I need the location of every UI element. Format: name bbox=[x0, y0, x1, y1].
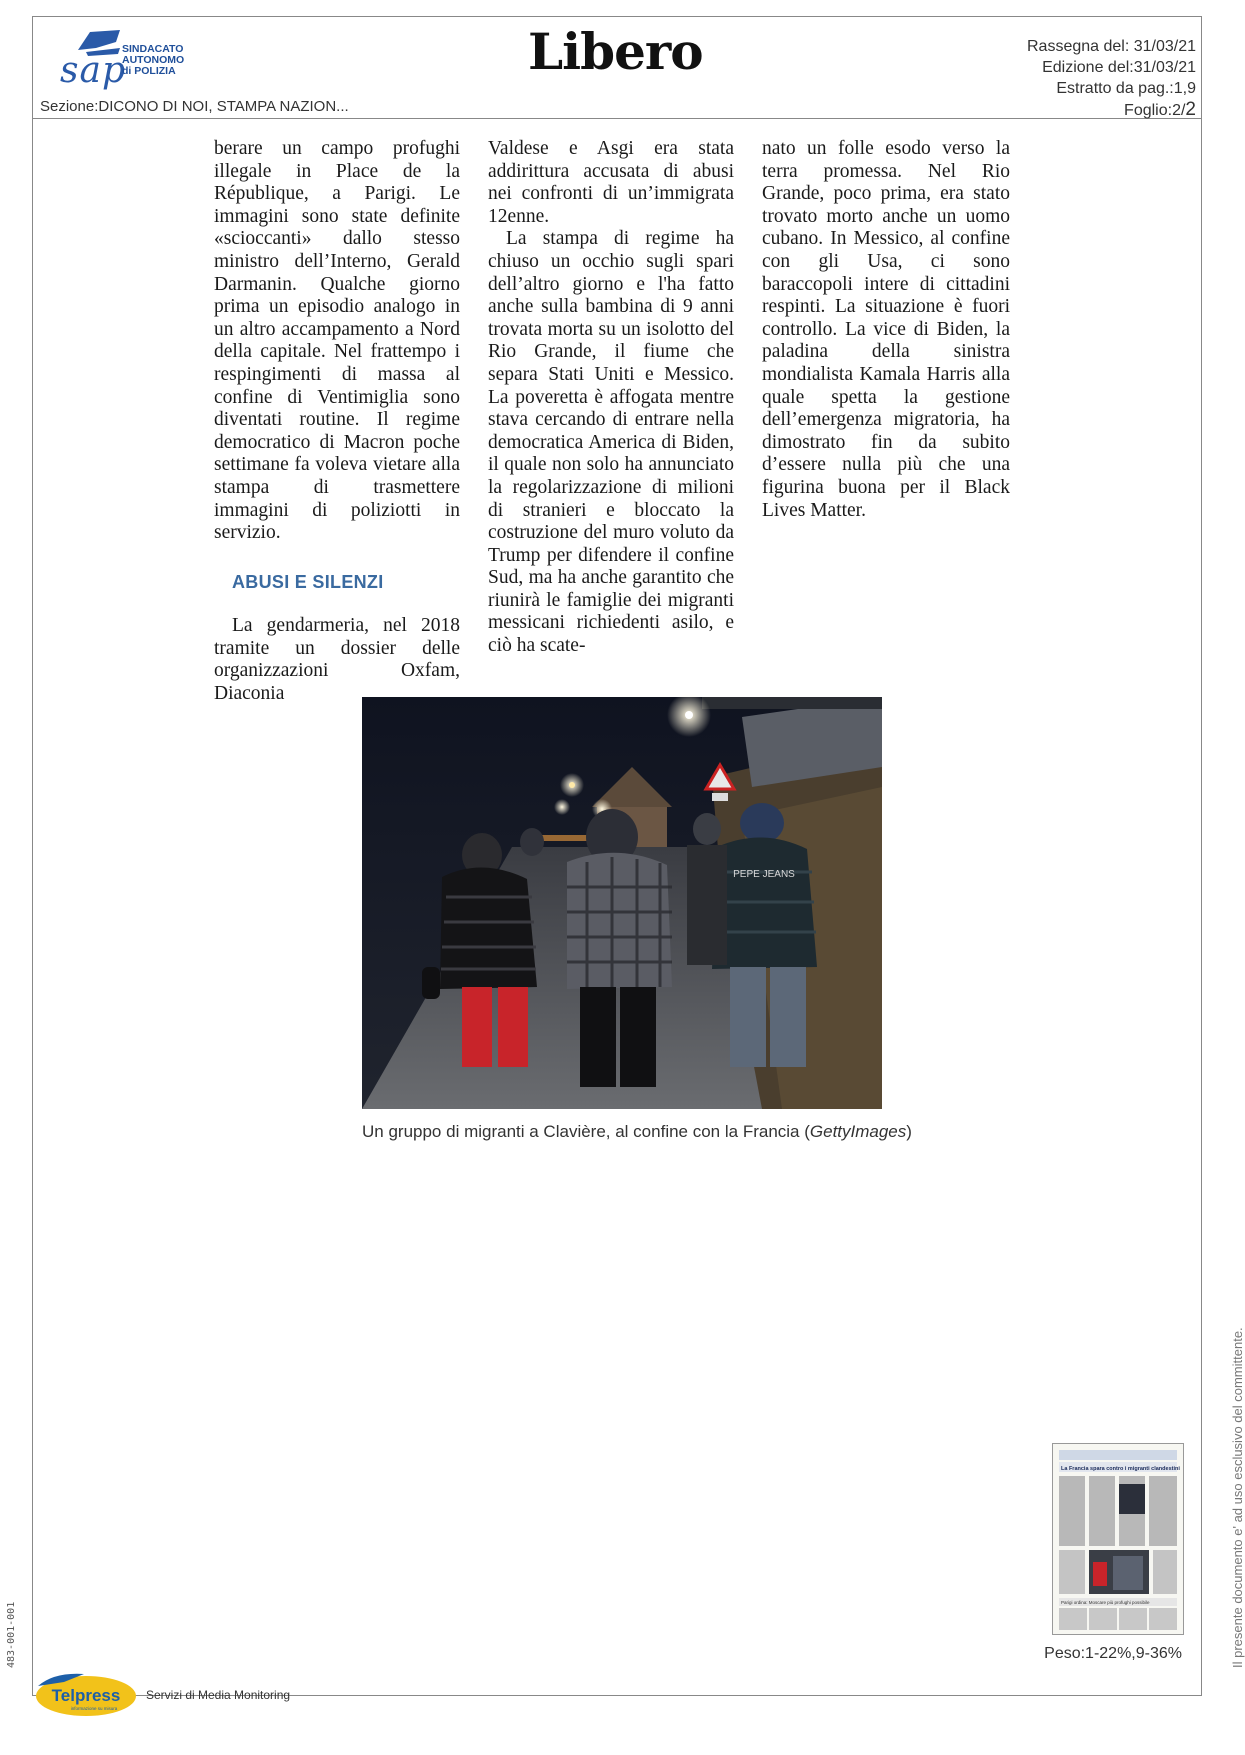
sap-logo-text bbox=[122, 44, 184, 77]
thumbnail-headline: La Francia spara contro i migranti clandestini bbox=[1061, 1466, 1180, 1472]
document-meta bbox=[1027, 36, 1196, 121]
sap-line-2: AUTONOMO bbox=[122, 54, 185, 66]
rassegna-date: Rassegna del: 31/03/21 bbox=[1026, 38, 1196, 55]
sap-line-3: di POLIZIA bbox=[122, 65, 176, 77]
jacket-text: PEPE JEANS bbox=[733, 869, 795, 880]
foglio-label: Foglio:2/ bbox=[1124, 102, 1186, 119]
document-code: 483-001-001 bbox=[6, 1601, 17, 1668]
article-column-2 bbox=[488, 138, 734, 658]
migrants-night-photo bbox=[362, 697, 882, 1109]
usage-disclaimer: Il presente documento e' ad uso esclusivo del committente. bbox=[1230, 1327, 1245, 1668]
foglio bbox=[1027, 99, 1196, 121]
sap-logo-word: sap bbox=[60, 50, 126, 91]
peso-label: Peso:1-22%,9-36% bbox=[1044, 1645, 1182, 1662]
footer-service: Servizi di Media Monitoring bbox=[146, 1688, 291, 1702]
paragraph: La gendarmeria, nel 2018 tramite un dossier delle organizzazioni Oxfam, Diaconia bbox=[214, 615, 460, 705]
paragraph: nato un folle esodo verso la terra promessa. Nel Rio Grande, poco prima, era stato trovato morto anche un uomo cubano. In Messico, al confine con gli Usa, ci sono baraccopoli intere di cittadini respinti. La situazione è fuori controllo. La vice di Biden, la paladina della sinistra mondialista Kamala Harris alla quale spetta la gestione dell’emergenza migratoria, ha dimostrato fin da subito d’essere nulla più che una figurina buona per il Black Lives Matter. bbox=[762, 138, 1010, 521]
article-column-1 bbox=[214, 138, 460, 706]
section-label: Sezione:DICONO DI NOI, STAMPA NAZION... bbox=[40, 98, 349, 115]
article-column-3 bbox=[762, 138, 1010, 522]
thumbnail-image bbox=[1053, 1444, 1183, 1634]
subheading: ABUSI E SILENZI bbox=[232, 571, 384, 592]
newspaper-masthead: Libero bbox=[528, 22, 703, 81]
caption-close: ) bbox=[906, 1122, 912, 1141]
article-photo bbox=[362, 697, 882, 1109]
photo-caption bbox=[362, 1122, 912, 1142]
caption-credit: GettyImages bbox=[809, 1122, 907, 1141]
thumbnail-lower-headline: Parigi ordina: Moscare più profughi possibile bbox=[1061, 1600, 1150, 1605]
foglio-total: 2 bbox=[1185, 99, 1196, 120]
caption-text: Un gruppo di migranti a Clavière, al confine con la Francia ( bbox=[362, 1122, 810, 1141]
paragraph: La stampa di regime ha chiuso un occhio sugli spari dell’altro giorno e l'ha fatto anche sulla bambina di 9 anni trovata morta su un isolotto del Rio Grande, il fiume che separa Stati Uniti e Messico. La poveretta è affogata mentre stava cercando di entrare nella democratica America di Biden, il quale non solo ha annunciato la regolarizzazione di milioni di stranieri e bloccato la costruzione del muro voluto da Trump per difendere il confine Sud, ma ha anche garantito che riunirà le famiglie dei migranti messicani richiedenti asilo, e ciò ha scate- bbox=[488, 228, 734, 657]
page-thumbnail[interactable] bbox=[1052, 1443, 1184, 1635]
telpress-brand: Telpress bbox=[51, 1686, 121, 1705]
sap-line-1: SINDACATO bbox=[122, 43, 184, 55]
paragraph: berare un campo profughi illegale in Place de la République, a Parigi. Le immagini sono state definite «scioccanti» dallo stesso ministro dell’Interno, Gerald Darmanin. Qualche giorno prima un episodio analogo in un altro accampamento a Nord della capitale. Nel frattempo i respingimenti di massa al confine di Ventimiglia sono diventati routine. Il regime democratico di Macron poche settimane fa voleva vietare alla stampa di trasmettere immagini di poliziotti in servizio. bbox=[214, 138, 460, 544]
telpress-logo bbox=[34, 1670, 138, 1718]
edizione-date: Edizione del:31/03/21 bbox=[1042, 59, 1196, 76]
estratto-pages: Estratto da pag.:1,9 bbox=[1056, 80, 1196, 97]
paragraph: Valdese e Asgi era stata addirittura accusata di abusi nei confronti di un’immigrata 12enne. bbox=[488, 138, 734, 227]
telpress-tagline: informazione su misura bbox=[70, 1706, 118, 1711]
